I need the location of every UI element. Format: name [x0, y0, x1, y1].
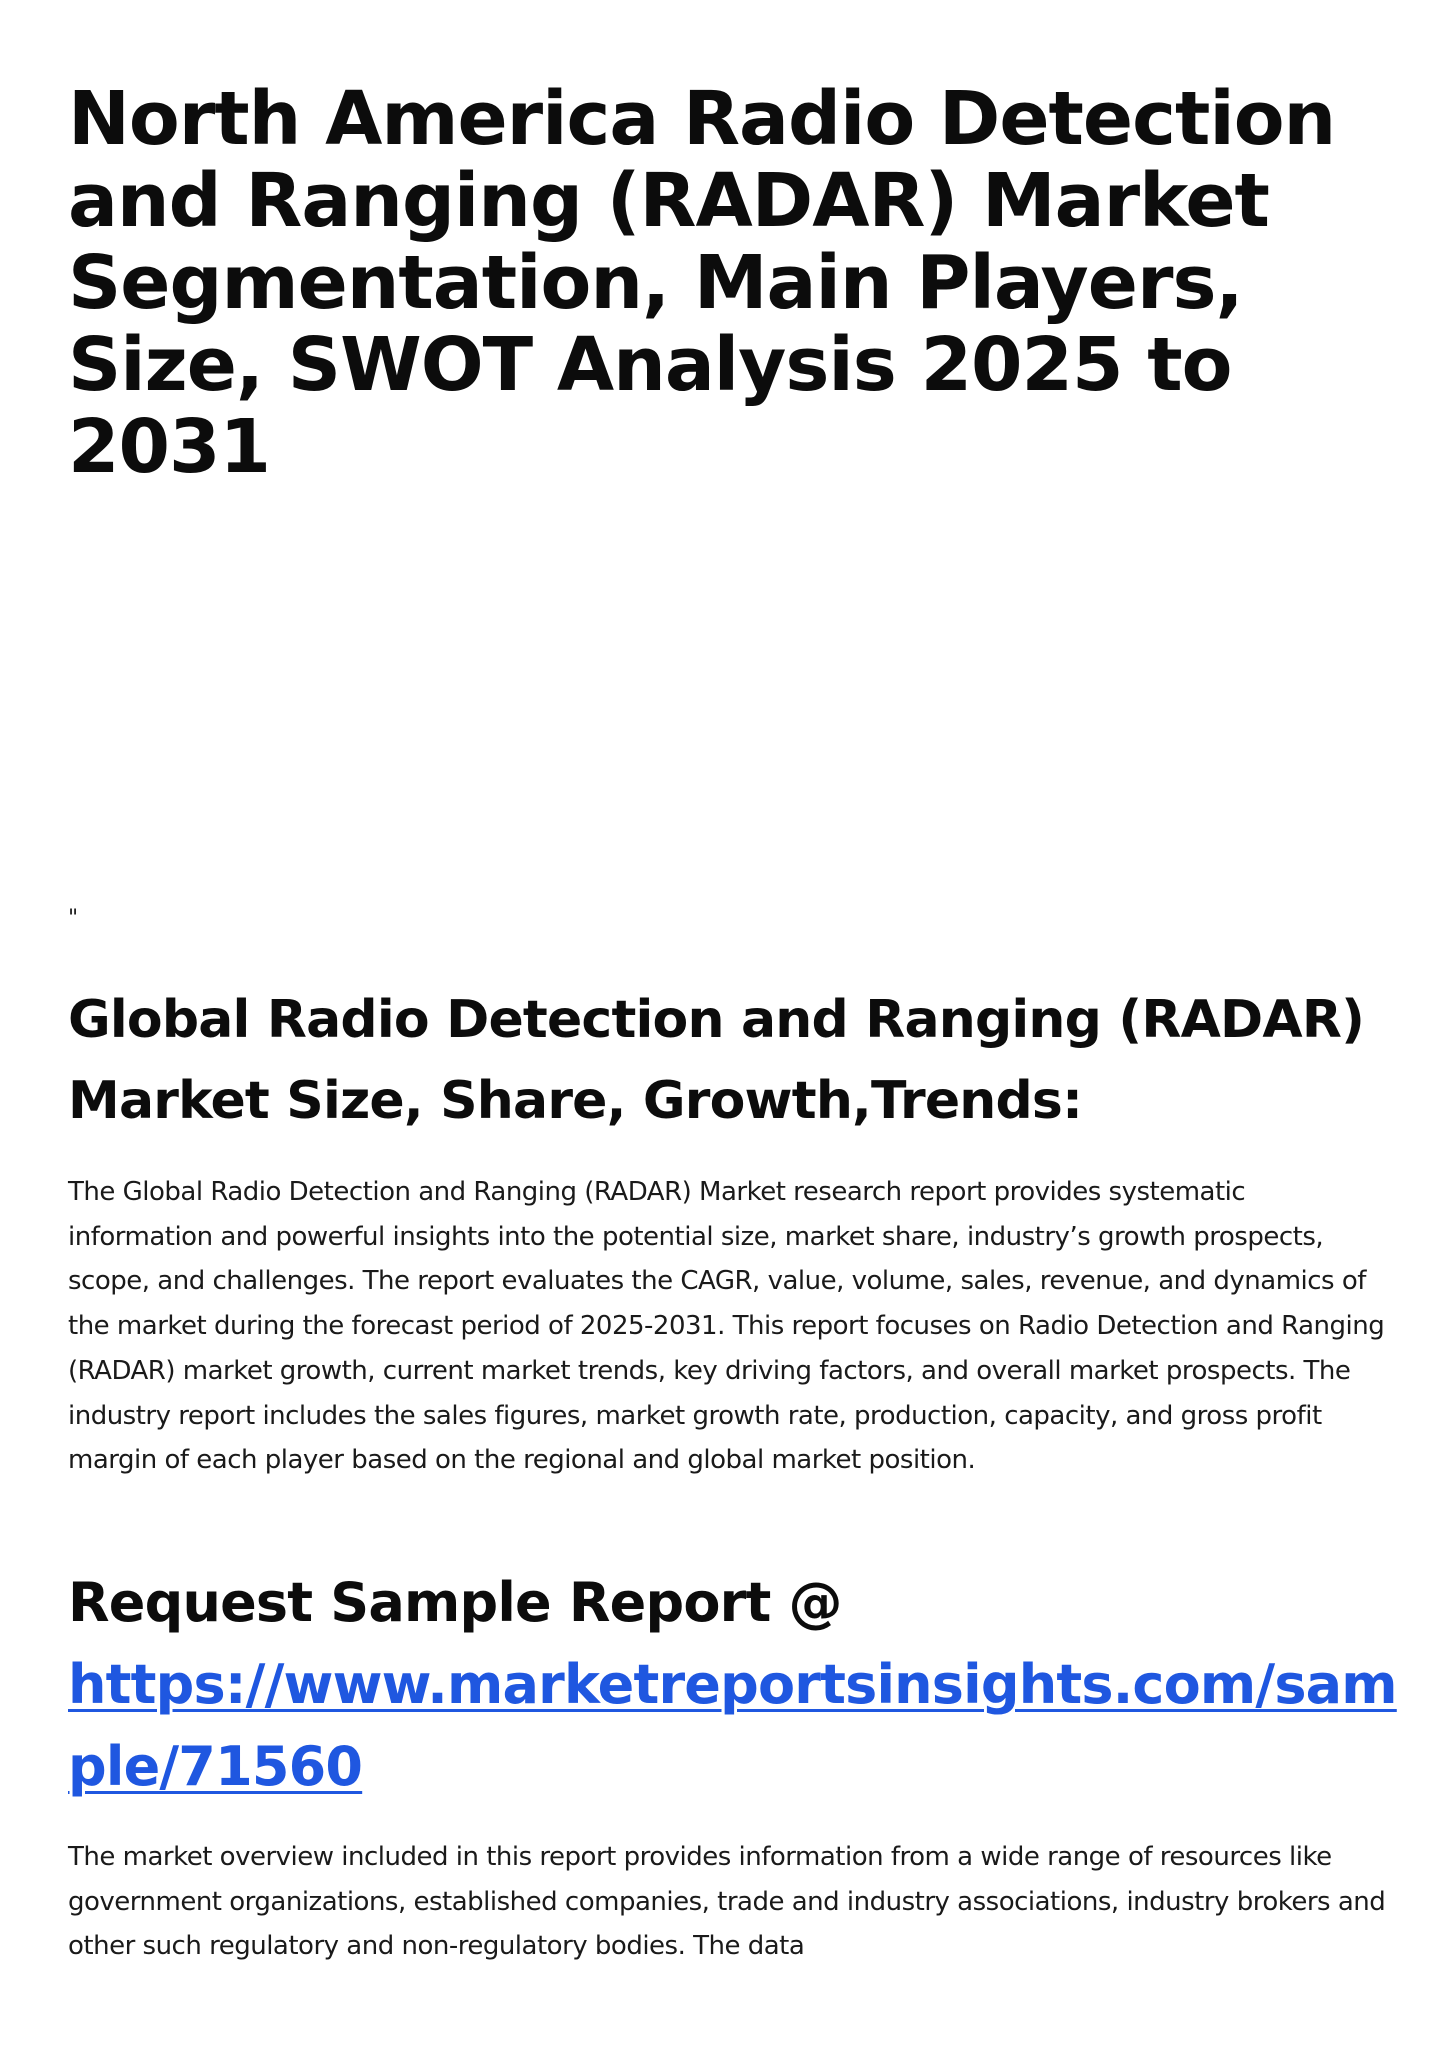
- intro-paragraph: The Global Radio Detection and Ranging (RADAR) Market research report provides systematic information and powerful insights into the potential size, market share, industry’s growth prospects, scope, and challenges. The report evaluates the CAGR, value, volume, sales, revenue, and dynamics of the market during the forecast period of 2025-2031. This report focuses on Radio Detection and Ranging (RADAR) market growth, current market trends, key driving factors, and overall market prospects. The industry report includes the sales figures, market growth rate, production, capacity, and gross profit margin of each player based on the regional and global market position.: [68, 1177, 1385, 1476]
- sample-report-link[interactable]: https://www.marketreportsinsights.com/sample/71560: [68, 1653, 1397, 1798]
- request-sample-heading: [68, 1562, 1408, 1808]
- stray-quote-mark: ": [68, 906, 79, 931]
- section-heading: Global Radio Detection and Ranging (RADAR) Market Size, Share, Growth,Trends:: [68, 990, 1365, 1131]
- market-overview-paragraph: The market overview included in this report provides information from a wide range of resources like government organizations, established companies, trade and industry associations, industry brokers and other such regulatory and non-regulatory bodies. The data: [68, 1842, 1386, 1962]
- request-sample-label: Request Sample Report @: [68, 1571, 842, 1634]
- report-title: North America Radio Detection and Ranging (RADAR) Market Segmentation, Main Players, Size, SWOT Analysis 2025 to 2031: [68, 76, 1336, 490]
